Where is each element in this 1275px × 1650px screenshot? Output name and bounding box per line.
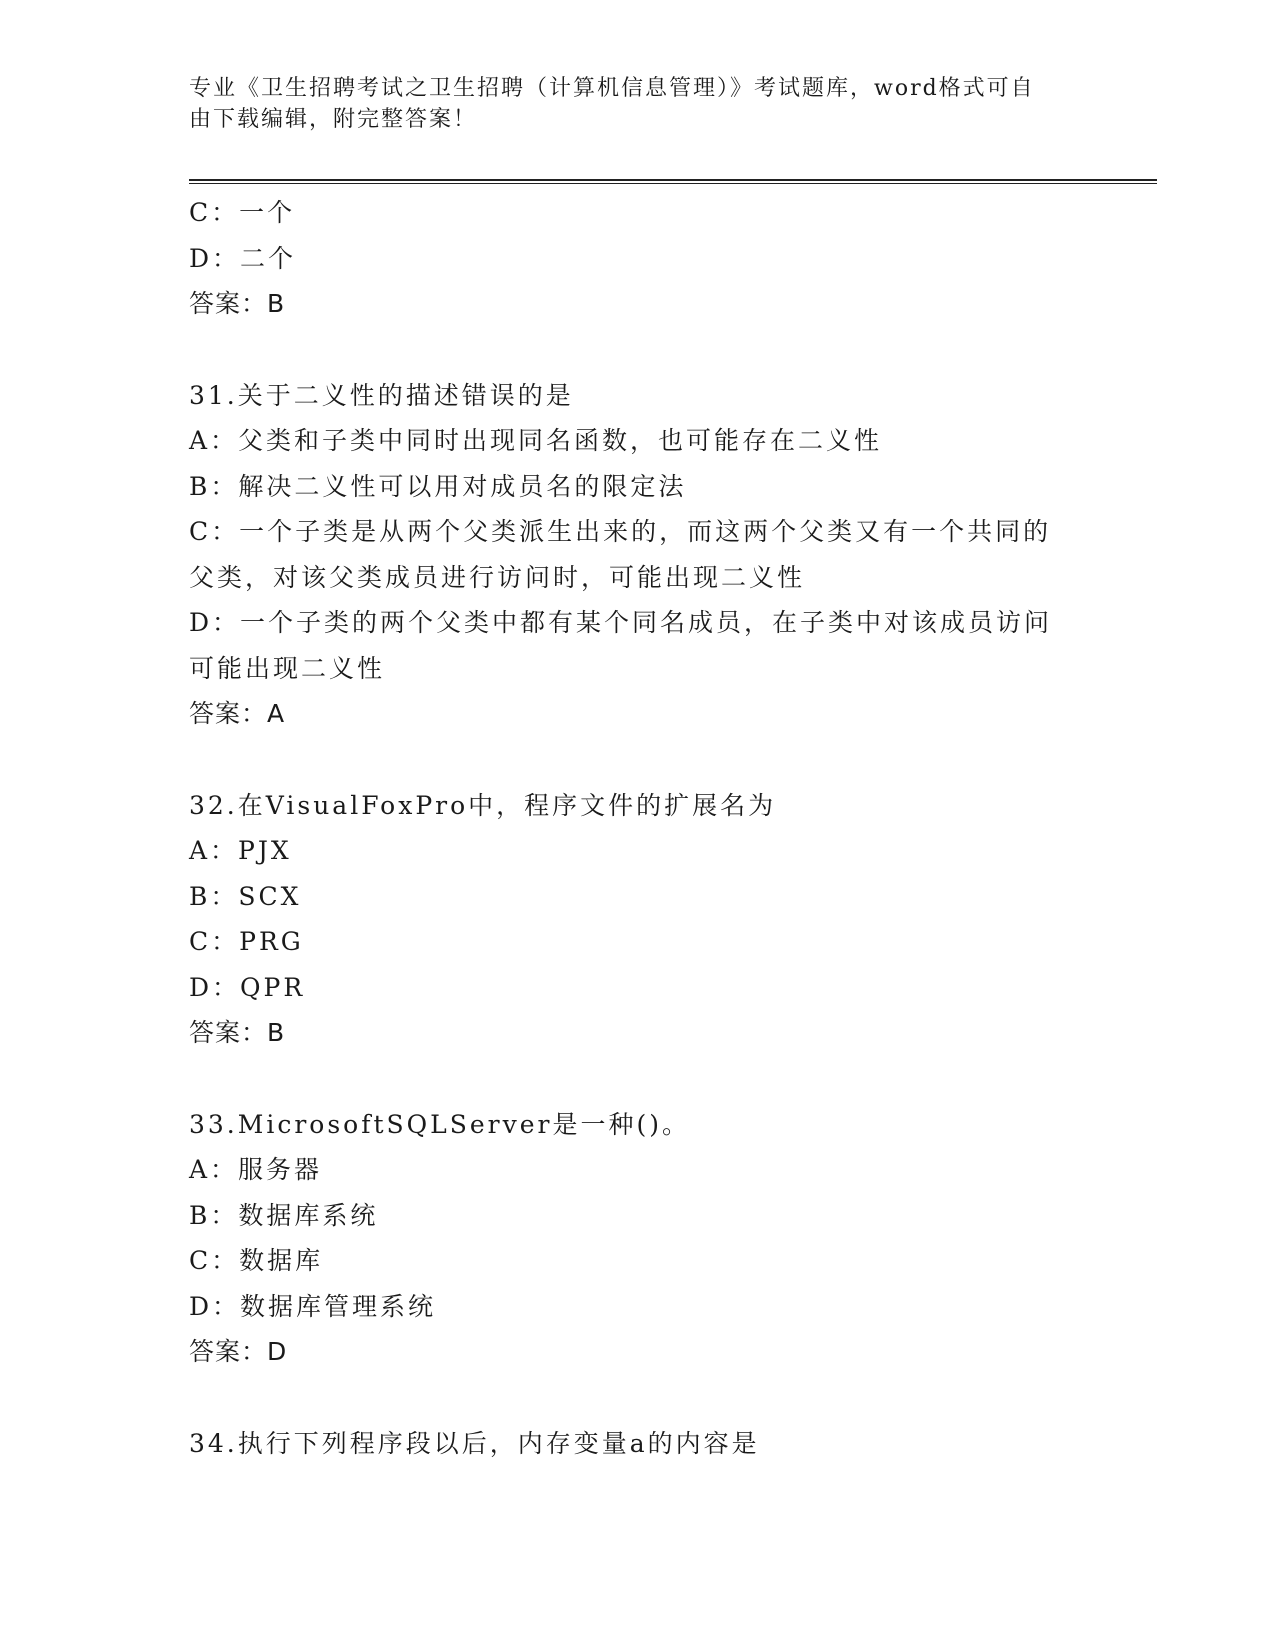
option-a: A：父类和子类中同时出现同名函数，也可能存在二义性 xyxy=(189,426,883,455)
option-d: D：数据库管理系统 xyxy=(189,1291,437,1321)
option-c: C：数据库 xyxy=(189,1246,324,1275)
option-c: C：PRG xyxy=(189,927,304,956)
question-32 xyxy=(189,783,1089,1056)
question-33 xyxy=(189,1102,1089,1375)
header-line-2: 由下载编辑，附完整答案！ xyxy=(189,107,478,132)
answer: 答案：B xyxy=(189,289,286,318)
document-header xyxy=(189,73,1089,135)
answer: 答案：A xyxy=(189,699,286,728)
question-list xyxy=(189,190,1089,1466)
option-c-line-2: 父类，对该父类成员进行访问时，可能出现二义性 xyxy=(189,562,806,592)
answer: 答案：B xyxy=(189,1018,286,1047)
question-34 xyxy=(189,1421,1089,1467)
answer: 答案：D xyxy=(189,1337,288,1366)
option-d-line-2: 可能出现二义性 xyxy=(189,653,386,683)
spacer xyxy=(189,327,1089,373)
option-c-line-1: C：一个子类是从两个父类派生出来的，而这两个父类又有一个共同的 xyxy=(189,517,1052,546)
spacer xyxy=(189,737,1089,783)
option-a: A：PJX xyxy=(189,836,292,865)
option-b: B：SCX xyxy=(189,881,302,911)
option-d-line-1: D：一个子类的两个父类中都有某个同名成员，在子类中对该成员访问 xyxy=(189,608,1053,637)
spacer xyxy=(189,1056,1089,1102)
question-stem: 33.MicrosoftSQLServer是一种()。 xyxy=(189,1109,691,1139)
option-b: B：数据库系统 xyxy=(189,1200,379,1230)
option-a: A：服务器 xyxy=(189,1155,323,1184)
header-divider xyxy=(189,179,1157,184)
option-b: B：解决二义性可以用对成员名的限定法 xyxy=(189,471,687,501)
option-d: D：二个 xyxy=(189,243,297,273)
question-stem: 31.关于二义性的描述错误的是 xyxy=(189,380,574,410)
question-stem: 32.在VisualFoxPro中，程序文件的扩展名为 xyxy=(189,790,777,820)
question-prev xyxy=(189,190,1089,327)
question-31 xyxy=(189,373,1089,737)
spacer xyxy=(189,1375,1089,1421)
option-d: D：QPR xyxy=(189,972,306,1002)
question-stem: 34.执行下列程序段以后，内存变量a的内容是 xyxy=(189,1428,760,1458)
header-line-1: 专业《卫生招聘考试之卫生招聘（计算机信息管理）》考试题库，word格式可自 xyxy=(189,76,1035,101)
option-c: C：一个 xyxy=(189,198,296,227)
